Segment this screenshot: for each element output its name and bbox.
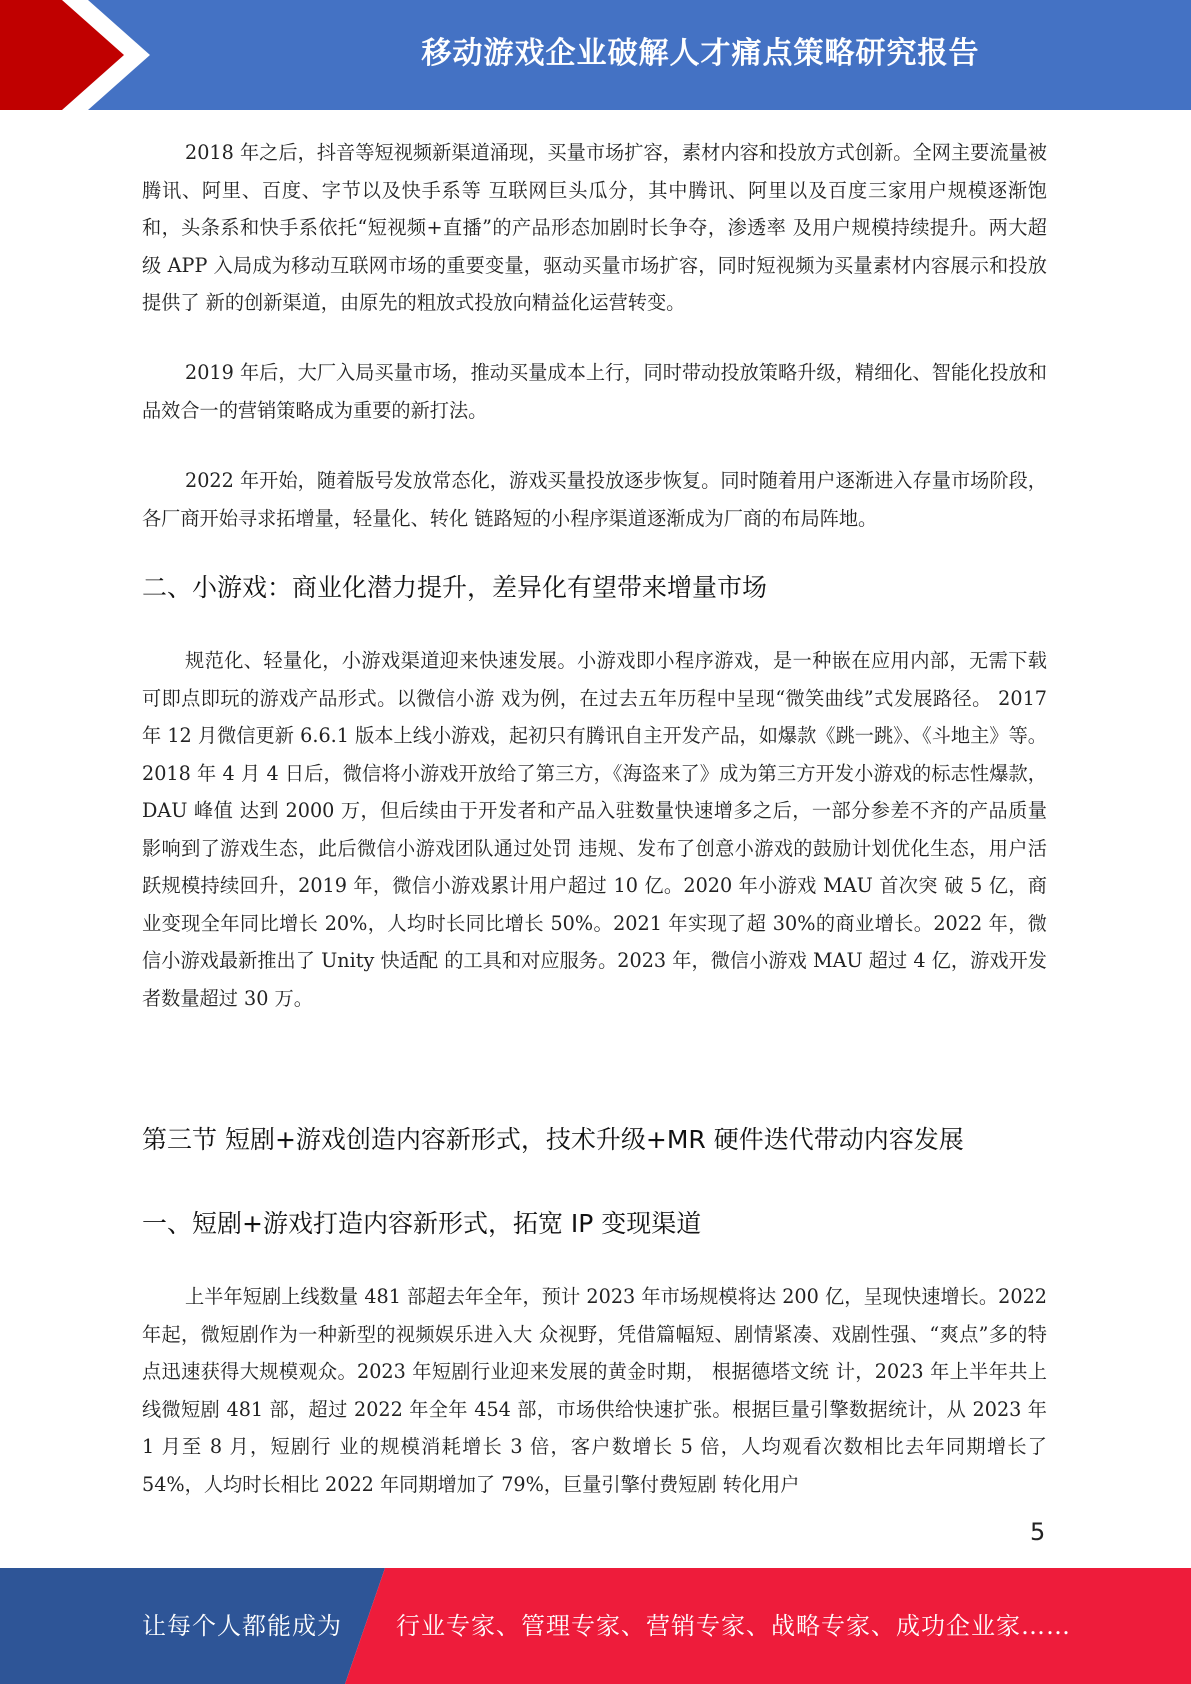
paragraph-mini-games: 规范化、轻量化，小游戏渠道迎来快速发展。小游戏即小程序游戏，是一种嵌在应用内部，无需下载可即点即玩的游戏产品形式。以微信小游 戏为例，在过去五年历程中呈现“微笑曲线”式发展路径。 2017 年 12 月微信更新 6.6.1 版本上线小游戏，起初只有腾讯自主开发产品，如爆款《跳一跳》、《斗地主》等。2018 年 4 月 4 日后，微信将小游戏开放给了第三方，《海盗来了》成为第三方开发小游戏的标志性爆款，DAU 峰值 达到 2000 万，但后续由于开发者和产品入驻数量快速增多之后，一部分参差不齐的产品质量影响到了游戏生态，此后微信小游戏团队通过处罚 违规、发布了创意小游戏的鼓励计划优化生态，用户活跃规模持续回升，2019 年，微信小游戏累计用户超过 10 亿。2020 年小游戏 MAU 首次突 破 5 亿，商业变现全年同比增长 20%，人均时长同比增长 50%。2021 年实现了超 30%的商业增长。2022 年，微信小游戏最新推出了 Unity 快适配 的工具和对应服务。2023 年，微信小游戏 MAU 超过 4 亿，游戏开发者数量超过 30 万。 (142, 649, 1047, 1010)
paragraph-short-drama: 上半年短剧上线数量 481 部超去年全年，预计 2023 年市场规模将达 200 亿，呈现快速增长。2022 年起，微短剧作为一种新型的视频娱乐进入大 众视野，凭借篇幅短、剧情紧凑、戏剧性强、“爽点”多的特点迅速获得大规模观众。2023 年短剧行业迎来发展的黄金时期， 根据德塔文统 计，2023 年上半年共上线微短剧 481 部，超过 2022 年全年 454 部，市场供给快速扩张。根据巨量引擎数据统计，从 2023 年 1 月至 8 月，短剧行 业的规模消耗增长 3 倍，客户数增长 5 倍，人均观看次数相比去年同期增长了 54%，人均时长相比 2022 年同期增加了 79%，巨量引擎付费短剧 转化用户 (142, 1285, 1047, 1496)
page-number: 5 (1030, 1518, 1046, 1546)
footer-slogan-right: 行业专家、管理专家、营销专家、战略专家、成功企业家…… (396, 1612, 1071, 1640)
page-footer (0, 1568, 1191, 1684)
section-heading-part3: 第三节 短剧+游戏创造内容新形式，技术升级+MR 硬件迭代带动内容发展 (142, 1125, 964, 1154)
report-title: 移动游戏企业破解人才痛点策略研究报告 (421, 36, 980, 71)
subheading-short-drama: 一、短剧+游戏打造内容新形式，拓宽 IP 变现渠道 (142, 1209, 702, 1238)
section-heading-mini-games: 二、小游戏：商业化潜力提升，差异化有望带来增量市场 (142, 573, 768, 602)
paragraph-2018: 2018 年之后，抖音等短视频新渠道涌现，买量市场扩容，素材内容和投放方式创新。全网主要流量被腾讯、阿里、百度、字节以及快手系等 互联网巨头瓜分，其中腾讯、阿里以及百度三家用户规模逐渐饱和，头条系和快手系依托“短视频+直播”的产品形态加剧时长争夺，渗透率 及用户规模持续提升。两大超级 APP 入局成为移动互联网市场的重要变量，驱动买量市场扩容，同时短视频为买量素材内容展示和投放提供了 新的创新渠道，由原先的粗放式投放向精益化运营转变。 (142, 141, 1047, 314)
paragraph-2022: 2022 年开始，随着版号发放常态化，游戏买量投放逐步恢复。同时随着用户逐渐进入存量市场阶段，各厂商开始寻求拓增量，轻量化、转化 链路短的小程序渠道逐渐成为厂商的布局阵地。 (142, 469, 1047, 530)
page-header (0, 0, 1191, 110)
footer-slogan-left: 让每个人都能成为 (142, 1612, 342, 1640)
paragraph-2019: 2019 年后，大厂入局买量市场，推动买量成本上行，同时带动投放策略升级，精细化、智能化投放和品效合一的营销策略成为重要的新打法。 (142, 361, 1047, 422)
